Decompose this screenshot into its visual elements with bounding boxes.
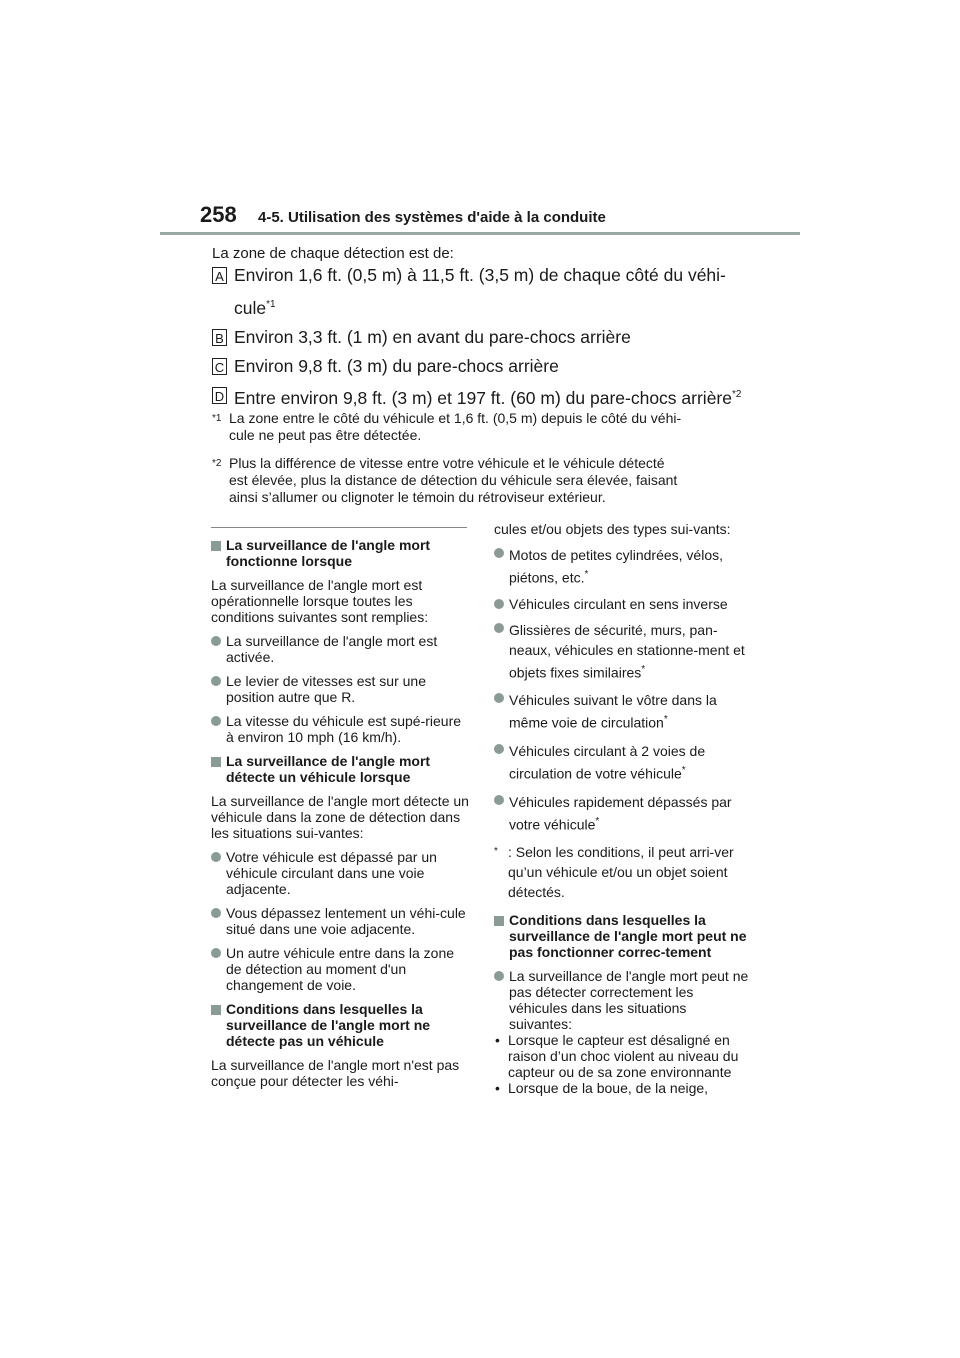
paragraph: La surveillance de l'angle mort n'est pas conçue pour détecter les véhi- (211, 1057, 460, 1089)
dash-item: • Lorsque de la boue, de la neige, (495, 1080, 709, 1097)
footnote-line: est élevée, plus la distance de détection du véhicule sera élevée, faisant (229, 472, 678, 488)
paragraph: La surveillance de l'angle mort détecte un véhicule dans la zone de détection dans les situations sui-vantes: (211, 793, 469, 841)
square-bullet-icon (494, 916, 504, 926)
heading-no-detection: Conditions dans lesquelles la surveillance de l'angle mort ne détecte pas un véhicule (211, 1001, 469, 1049)
asterisk-ref: * (641, 663, 646, 675)
asterisk-ref: * (595, 815, 600, 827)
square-bullet-icon (211, 1005, 221, 1015)
heading-detection: La surveillance de l'angle mort détecte un véhicule lorsque (211, 753, 469, 785)
bullet-icon (494, 599, 504, 609)
bullet-icon (211, 948, 221, 958)
footnote-mark: *2 (212, 458, 222, 469)
zone-key-a: A (212, 267, 227, 284)
list-item: Véhicules circulant en sens inverse (494, 596, 752, 612)
list-item: Un autre véhicule entre dans la zone de détection au moment d'un changement de voie. (211, 945, 469, 993)
list-item: Votre véhicule est dépassé par un véhicule circulant dans une voie adjacente. (211, 849, 469, 897)
left-column (211, 537, 469, 1097)
footnote-1 (212, 410, 752, 444)
bullet-icon (494, 795, 504, 805)
asterisk-mark: * (494, 846, 498, 858)
section-title: 4-5. Utilisation des systèmes d'aide à la conduite (258, 209, 606, 226)
zone-list (212, 264, 772, 416)
footnote-mark: *1 (212, 413, 222, 424)
asterisk-ref: * (584, 569, 589, 580)
footnote-line: ainsi s’allumer ou clignoter le témoin du rétroviseur extérieur. (229, 489, 606, 505)
footnote-line: cule ne peut pas être détectée. (229, 427, 422, 443)
page-number: 258 (200, 202, 237, 227)
zone-text-cont: cule (234, 297, 267, 318)
bullet-icon (211, 676, 221, 686)
footnote-line: Plus la différence de vitesse entre votre véhicule et le véhicule détecté (229, 455, 665, 471)
heading-operation: La surveillance de l'angle mort fonctionne lorsque (211, 537, 469, 569)
list-item: Véhicules circulant à 2 voies de circulation de votre véhicule* (494, 741, 752, 784)
heading-malfunction: Conditions dans lesquelles la surveillance de l'angle mort peut ne pas fonctionner correc-tement (494, 912, 752, 960)
list-item: Glissières de sécurité, murs, pan-neaux, véhicules en stationne-ment et objets fixes similaires* (494, 620, 752, 683)
page-header (196, 202, 800, 236)
bullet-icon (211, 716, 221, 726)
bullet-icon (494, 971, 504, 981)
bullet-icon (211, 852, 221, 862)
asterisk-ref: * (663, 714, 668, 726)
zone-key-b: B (212, 329, 227, 346)
zone-key-d: D (212, 387, 227, 404)
footnote-2 (212, 455, 752, 506)
bullet-icon (494, 623, 504, 633)
dash-item: • Lorsque le capteur est désaligné en raison d’un choc violent au niveau du capteur ou de sa zone environnante (495, 1032, 739, 1081)
list-item: Vous dépassez lentement un véhi-cule situé dans une voie adjacente. (211, 905, 469, 937)
list-item: La surveillance de l'angle mort est activée. (211, 633, 469, 665)
list-item: Motos de petites cylindrées, vélos, piétons, etc.* (494, 545, 752, 588)
bullet-icon (494, 744, 504, 754)
square-bullet-icon (211, 541, 221, 551)
paragraph: cules et/ou objets des types sui-vants: (494, 521, 731, 537)
bullet-icon (494, 548, 504, 558)
zone-text: Environ 9,8 ft. (3 m) du pare-chocs arrière (234, 355, 559, 376)
bullet-icon (211, 636, 221, 646)
paragraph: La surveillance de l'angle mort est opérationnelle lorsque toutes les conditions suivantes sont remplies: (211, 577, 429, 625)
list-item: La vitesse du véhicule est supé-rieure à environ 10 mph (16 km/h). (211, 713, 469, 745)
square-bullet-icon (211, 757, 221, 767)
footnote-ref: *1 (266, 299, 276, 310)
zone-key-c: C (212, 358, 227, 375)
list-item: La surveillance de l'angle mort peut ne pas détecter correctement les véhicules dans les situations suivantes: (494, 968, 752, 1032)
zone-text: Environ 3,3 ft. (1 m) en avant du pare-chocs arrière (234, 326, 631, 347)
asterisk-ref: * (681, 764, 686, 776)
bullet-icon (211, 908, 221, 918)
zone-item-d (212, 384, 772, 409)
footnote-ref: *2 (732, 388, 742, 400)
right-column (494, 521, 752, 1096)
zone-item-c (212, 355, 772, 377)
zone-item-b (212, 326, 772, 348)
asterisk-note: * : Selon les conditions, il peut arri-ver qu’un véhicule et/ou un objet soient détectés. (494, 844, 734, 901)
zone-text: Entre environ 9,8 ft. (3 m) et 197 ft. (60 m) du pare-chocs arrière (234, 387, 732, 408)
intro-text: La zone de chaque détection est de: (212, 245, 454, 262)
zone-item-a (212, 264, 772, 319)
footnote-line: La zone entre le côté du véhicule et 1,6 ft. (0,5 m) depuis le côté du véhi- (229, 410, 682, 426)
list-item: Véhicules suivant le vôtre dans la même voie de circulation* (494, 690, 752, 733)
zone-text: Environ 1,6 ft. (0,5 m) à 11,5 ft. (3,5 m) de chaque côté du véhi- (234, 265, 726, 285)
section-divider (211, 527, 467, 528)
bullet-icon (494, 693, 504, 703)
list-item: Véhicules rapidement dépassés par votre véhicule* (494, 792, 752, 835)
list-item: Le levier de vitesses est sur une position autre que R. (211, 673, 469, 705)
header-rule (160, 232, 800, 235)
